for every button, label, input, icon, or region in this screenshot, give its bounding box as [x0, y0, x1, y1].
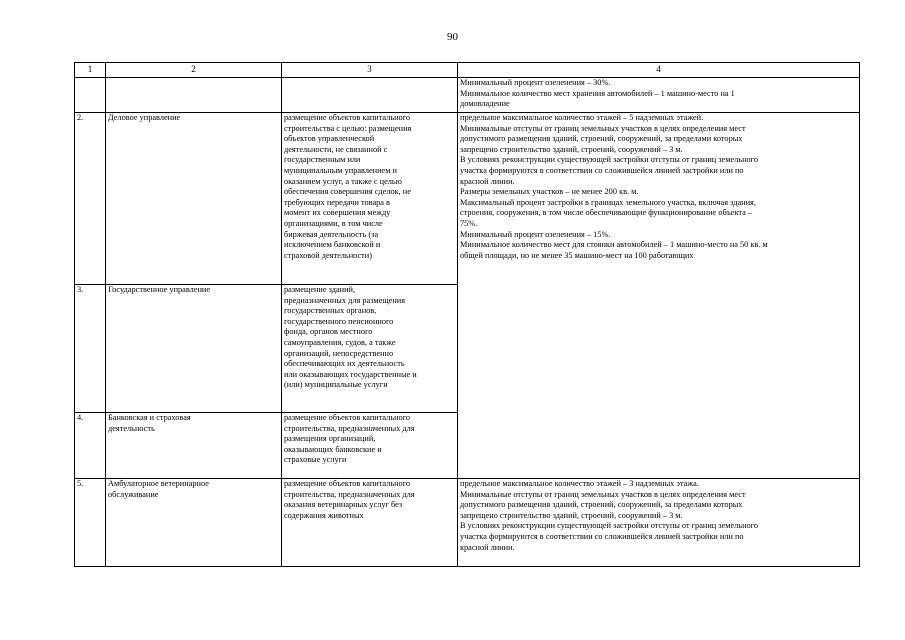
desc-line: размещения организаций, [284, 434, 376, 444]
param-line: Минимальный процент озеленения – 30%. [460, 78, 611, 87]
param-line: Минимальное количество мест хранения автомобилей – 1 машино-место на 1 [460, 88, 735, 98]
row-number-cell: 4. [75, 413, 106, 479]
row-number-cell [75, 78, 106, 113]
row-name-cell [106, 413, 282, 479]
param-line: предельное максимальное количество этажей – 5 надземных этажей. [460, 113, 704, 122]
desc-line: страховые услуги [284, 455, 347, 465]
desc-line: строительства, предназначенных для [284, 489, 415, 499]
shared-parameters-cell [458, 113, 860, 479]
name-line: обслуживание [108, 489, 159, 499]
param-line: Размеры земельных участков – не менее 200 кв. м. [460, 187, 639, 197]
param-line: допустимого размещения зданий, строений, сооружений, за пределами которых [460, 134, 743, 144]
desc-line: исключением банковской и [284, 240, 381, 250]
desc-line: размещение зданий, [284, 285, 356, 294]
param-line: Минимальные отступы от границ земельных участков в целях определения мест [460, 123, 746, 133]
desc-line: фонда, органов местного [284, 327, 373, 337]
desc-line: размещение объектов капитального [284, 113, 411, 122]
table-header-row [75, 63, 860, 78]
desc-line: оказанием услуг, а также с целью [284, 176, 402, 186]
desc-line: организациями, в том числе [284, 218, 383, 228]
table-row-continuation [75, 78, 860, 113]
table-row-business-management [75, 113, 860, 285]
param-line: строения, сооружения, в том числе обеспечивающие функционирование объекта – [460, 208, 753, 218]
desc-line: организаций, непосредственно [284, 348, 394, 358]
row-description-cell [282, 78, 458, 113]
header-cell-4: 4 [458, 63, 860, 78]
desc-line: объектов управленческой [284, 134, 375, 144]
param-line: красной линии. [460, 176, 515, 186]
row-number-cell: 3. [75, 285, 106, 413]
name-line: Амбулаторное ветеринарное [108, 479, 209, 488]
desc-line: или оказывающих государственные и [284, 369, 417, 379]
param-line: Минимальное количество мест для стоянки автомобилей – 1 машино-место на 50 кв. м [460, 240, 768, 250]
desc-line: страховой деятельности) [284, 250, 373, 260]
desc-line: строительства, предназначенных для [284, 423, 415, 433]
desc-line: государственного пенсионного [284, 316, 394, 326]
param-line: В условиях реконструкции существующей застройки отступы от границ земельного [460, 155, 759, 165]
regulations-table [74, 62, 860, 567]
desc-line: государственных органов, [284, 306, 377, 316]
param-line: запрещено строительство зданий, строений, сооружений – 3 м. [460, 510, 683, 520]
param-line: В условиях реконструкции существующей застройки отступы от границ земельного [460, 521, 759, 531]
desc-line: (или) муниципальные услуги [284, 380, 388, 390]
desc-line: биржевая деятельность (за [284, 229, 379, 239]
param-line: домовладение [460, 99, 510, 109]
param-line: 75%. [460, 218, 478, 228]
table-row-veterinary-service [75, 479, 860, 567]
desc-line: деятельности, не связанной с [284, 144, 388, 154]
param-line: допустимого размещения зданий, строений, сооружений, за пределами которых [460, 500, 743, 510]
param-line: запрещено строительство зданий, строений, сооружений – 3 м. [460, 144, 683, 154]
desc-line: момент их совершения между [284, 208, 391, 218]
desc-line: обеспечения совершения сделок, не [284, 187, 411, 197]
param-line: Минимальный процент озеленения – 15%. [460, 229, 611, 239]
row-number-cell: 2. [75, 113, 106, 285]
desc-line: государственным или [284, 155, 361, 165]
row-name-cell: Деловое управление [106, 113, 282, 285]
desc-line: оказывающих банковские и [284, 444, 382, 454]
row-parameters-cell [458, 78, 860, 113]
name-line: Банковская и страховая [108, 413, 191, 422]
param-line: участка формируются в соответствии со сложившейся линией застройки или по [460, 531, 744, 541]
header-cell-3: 3 [282, 63, 458, 78]
desc-line: оказания ветеринарных услуг без [284, 500, 403, 510]
param-line: Минимальные отступы от границ земельных участков в целях определения мест [460, 489, 746, 499]
row-description-cell [282, 285, 458, 413]
param-line: красной линии. [460, 542, 515, 552]
param-line: Максимальный процент застройки в границах земельного участка, включая здания, [460, 197, 756, 207]
param-line: предельное максимальное количество этажей – 3 надземных этажа. [460, 479, 699, 488]
header-cell-1: 1 [75, 63, 106, 78]
row-name-cell: Государственное управление [106, 285, 282, 413]
page-number: 90 [447, 31, 458, 43]
row-description-cell [282, 413, 458, 479]
row-number-cell: 5. [75, 479, 106, 567]
row-parameters-cell [458, 479, 860, 567]
desc-line: предназначенных для размещения [284, 295, 406, 305]
desc-line: содержания животных [284, 510, 364, 520]
desc-line: размещение объектов капитального [284, 479, 411, 488]
name-line: деятельность [108, 423, 155, 433]
desc-line: строительства с целью: размещения [284, 123, 412, 133]
desc-line: муниципальным управлением и [284, 165, 397, 175]
desc-line: обеспечивающих их деятельность [284, 359, 405, 369]
desc-line: размещение объектов капитального [284, 413, 411, 422]
param-line: участка формируются в соответствии со сложившейся линией застройки или по [460, 165, 744, 175]
row-name-cell [106, 78, 282, 113]
param-line: общей площади, но не менее 35 машино-мест на 100 работающих [460, 250, 694, 260]
desc-line: самоуправления, судов, а также [284, 337, 396, 347]
row-name-cell [106, 479, 282, 567]
row-description-cell [282, 113, 458, 285]
header-cell-2: 2 [106, 63, 282, 78]
row-description-cell [282, 479, 458, 567]
desc-line: требующих передачи товара в [284, 197, 390, 207]
